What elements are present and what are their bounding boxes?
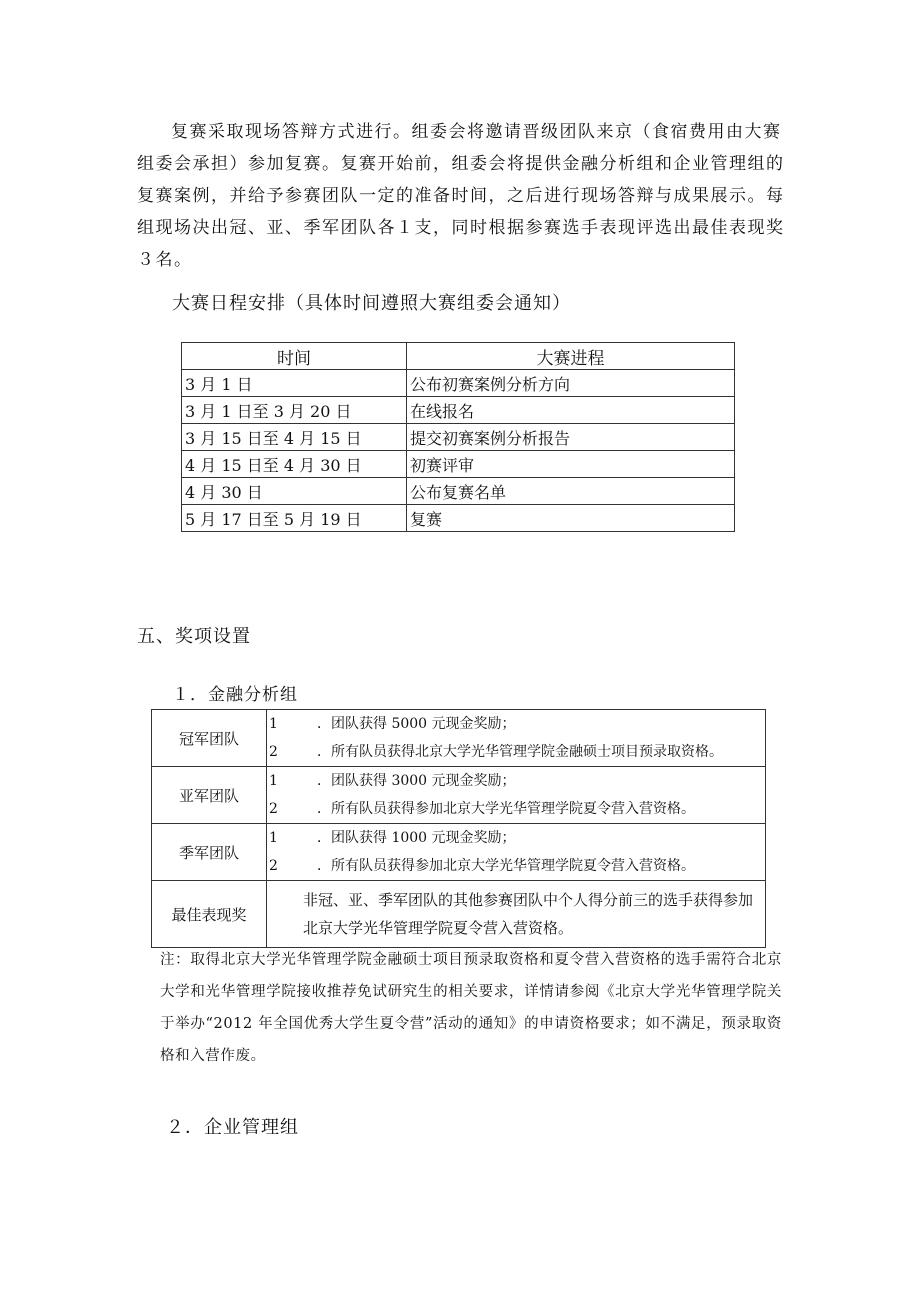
group2-title: ２．企业管理组 — [166, 1117, 299, 1138]
award-item — [267, 852, 765, 880]
cell-event: 公布初赛案例分析方向 — [407, 370, 735, 397]
item-text: ．团队获得 1000 元现金奖励； — [317, 830, 516, 846]
award-items — [267, 710, 766, 767]
table-row — [182, 370, 735, 397]
award-row-best — [152, 881, 766, 948]
header-progress: 大赛进程 — [407, 343, 735, 370]
award-row-champion — [152, 710, 766, 767]
cell-time: 4 月 15 日至 4 月 30 日 — [182, 451, 407, 478]
award-row-third — [152, 824, 766, 881]
best-description: 非冠、亚、季军团队的其他参赛团队中个人得分前三的选手获得参加北京大学光华管理学院夏令营入营资格。 — [267, 881, 766, 948]
item-text: ．团队获得 3000 元现金奖励； — [317, 773, 516, 789]
table-row — [182, 478, 735, 505]
item-number: 2 — [269, 744, 278, 760]
table-row — [182, 451, 735, 478]
award-item — [267, 738, 765, 766]
note-paragraph: 注：取得北京大学光华管理学院金融硕士项目预录取资格和夏令营入营资格的选手需符合北京大学和光华管理学院接收推荐免试研究生的相关要求，详情请参阅《北京大学光华管理学院关于举办“2012 年全国优秀大学生夏令营”活动的通知》的申请资格要求；如不满足，预录取资格和入营作废。 — [160, 952, 782, 1064]
cell-time: 3 月 1 日至 3 月 20 日 — [182, 397, 407, 424]
team-label: 季军团队 — [152, 824, 267, 881]
cell-time: 5 月 17 日至 5 月 19 日 — [182, 505, 407, 532]
cell-time: 3 月 15 日至 4 月 15 日 — [182, 424, 407, 451]
award-items — [267, 767, 766, 824]
table-row — [182, 424, 735, 451]
item-text: ．团队获得 5000 元现金奖励； — [317, 716, 516, 732]
award-item — [267, 710, 765, 738]
award-item — [267, 795, 765, 823]
award-items — [267, 824, 766, 881]
item-number: 1 — [269, 716, 278, 732]
section-title: 五、奖项设置 — [137, 626, 251, 647]
schedule-title: 大赛日程安排（具体时间遵照大赛组委会通知） — [172, 293, 571, 314]
award-item — [267, 824, 765, 852]
intro-paragraph: 复赛采取现场答辩方式进行。组委会将邀请晋级团队来京（食宿费用由大赛组委会承担）参加复赛。复赛开始前，组委会将提供金融分析组和企业管理组的复赛案例，并给予参赛团队一定的准备时间，之后进行现场答辩与成果展示。每组现场决出冠、亚、季军团队各１支，同时根据参赛选手表现评选出最佳表现奖３名。 — [137, 122, 785, 270]
item-text: ．所有队员获得参加北京大学光华管理学院夏令营入营资格。 — [317, 801, 695, 817]
award-row-runner-up — [152, 767, 766, 824]
table-header-row — [182, 343, 735, 370]
cell-event: 提交初赛案例分析报告 — [407, 424, 735, 451]
team-label: 冠军团队 — [152, 710, 267, 767]
schedule-table — [181, 342, 735, 532]
team-label: 最佳表现奖 — [152, 881, 267, 948]
table-row — [182, 397, 735, 424]
item-text: ．所有队员获得参加北京大学光华管理学院夏令营入营资格。 — [317, 858, 695, 874]
item-text: ．所有队员获得北京大学光华管理学院金融硕士项目预录取资格。 — [317, 744, 723, 760]
table-row — [182, 505, 735, 532]
cell-event: 公布复赛名单 — [407, 478, 735, 505]
team-label: 亚军团队 — [152, 767, 267, 824]
cell-time: 3 月 1 日 — [182, 370, 407, 397]
group1-title: １．金融分析组 — [172, 685, 298, 705]
item-number: 1 — [269, 773, 278, 789]
cell-event: 复赛 — [407, 505, 735, 532]
header-time: 时间 — [182, 343, 407, 370]
item-number: 1 — [269, 830, 278, 846]
cell-time: 4 月 30 日 — [182, 478, 407, 505]
item-number: 2 — [269, 801, 278, 817]
award-item — [267, 767, 765, 795]
award-table — [151, 709, 766, 948]
cell-event: 在线报名 — [407, 397, 735, 424]
item-number: 2 — [269, 858, 278, 874]
cell-event: 初赛评审 — [407, 451, 735, 478]
